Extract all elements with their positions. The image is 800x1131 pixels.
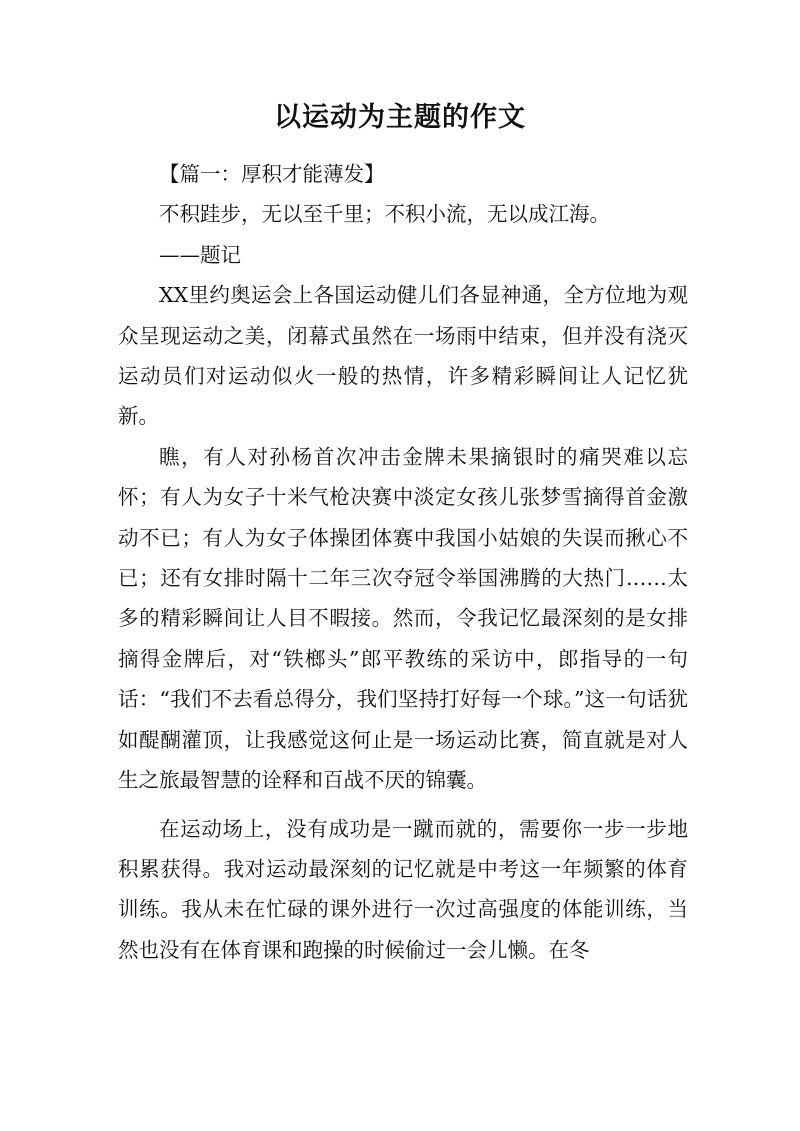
epigraph-attribution: ——题记 <box>159 242 241 267</box>
document-title: 以运动为主题的作文 <box>274 102 526 133</box>
paragraph: 瞧，有人对孙杨首次冲击金牌未果摘银时的痛哭难以忘怀；有人为女子十米气枪决赛中淡定女孩儿张梦雪摘得首金激动不已；有人为女子体操团体赛中我国小姑娘的失误而揪心不已；还有女排时隔十二年三次夺冠令举国沸腾的大热门……太多的精彩瞬间让人目不暇接。然而，令我记忆最深刻的是女排摘得金牌后，对“铁榔头”郎平教练的采访中，郎指导的一句话：“我们不去看总得分，我们坚持打好每一个球。”这一句话犹如醍醐灌顶，让我感觉这何止是一场运动比赛，简直就是对人生之旅最智慧的诠释和百战不厌的锦囊。 <box>118 444 688 793</box>
section-heading: 【篇一：厚积才能薄发】 <box>159 162 385 186</box>
paragraph: 在运动场上，没有成功是一蹴而就的，需要你一步一步地积累获得。我对运动最深刻的记忆就是中考这一年频繁的体育训练。我从未在忙碌的课外进行一次过高强度的体能训练，当然也没有在体育课和跑操的时候偷过一会儿懒。在冬 <box>118 816 688 962</box>
paragraph: XX里约奥运会上各国运动健儿们各显神通，全方位地为观众呈现运动之美，闭幕式虽然在一场雨中结束，但并没有浇灭运动员们对运动似火一般的热情，许多精彩瞬间让人记忆犹新。 <box>118 283 688 429</box>
epigraph: 不积跬步，无以至千里；不积小流，无以成江海。 <box>159 202 610 227</box>
document-body <box>118 154 688 970</box>
